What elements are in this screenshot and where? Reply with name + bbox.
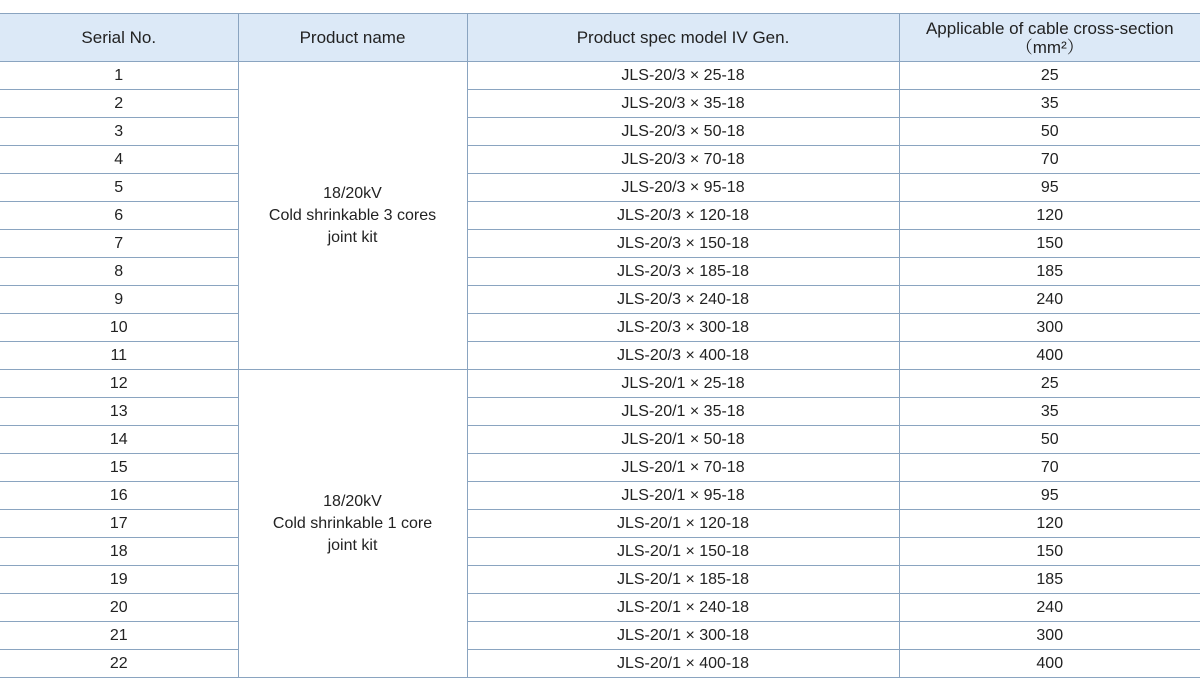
- spec-model-cell: JLS-20/3 × 25-18: [467, 62, 899, 90]
- serial-cell: 2: [0, 90, 238, 118]
- table-row: [0, 314, 1200, 342]
- serial-cell: 17: [0, 510, 238, 538]
- spec-model-cell: JLS-20/1 × 150-18: [467, 538, 899, 566]
- spec-model-cell: JLS-20/3 × 95-18: [467, 174, 899, 202]
- cross-section-cell: 50: [899, 426, 1200, 454]
- cross-section-cell: 35: [899, 398, 1200, 426]
- spec-model-cell: JLS-20/1 × 300-18: [467, 622, 899, 650]
- table-row: [0, 146, 1200, 174]
- header-serial: Serial No.: [0, 14, 238, 62]
- spec-model-cell: JLS-20/1 × 70-18: [467, 454, 899, 482]
- table-row: [0, 258, 1200, 286]
- serial-cell: 16: [0, 482, 238, 510]
- table-row: [0, 594, 1200, 622]
- spec-model-cell: JLS-20/3 × 300-18: [467, 314, 899, 342]
- serial-cell: 8: [0, 258, 238, 286]
- serial-cell: 7: [0, 230, 238, 258]
- table-row: [0, 482, 1200, 510]
- product-name-line: joint kit: [327, 228, 378, 246]
- spec-model-cell: JLS-20/1 × 120-18: [467, 510, 899, 538]
- table-row: [0, 398, 1200, 426]
- cross-section-cell: 25: [899, 370, 1200, 398]
- product-spec-table: [0, 13, 1200, 678]
- table-row: [0, 370, 1200, 398]
- serial-cell: 21: [0, 622, 238, 650]
- table-row: [0, 566, 1200, 594]
- spec-model-cell: JLS-20/1 × 25-18: [467, 370, 899, 398]
- header-cross-section-line1: Applicable of cable cross-section: [925, 18, 1174, 38]
- cross-section-cell: 150: [899, 230, 1200, 258]
- table-row: [0, 202, 1200, 230]
- cross-section-cell: 300: [899, 314, 1200, 342]
- cross-section-cell: 25: [899, 62, 1200, 90]
- serial-cell: 22: [0, 650, 238, 678]
- cross-section-cell: 400: [899, 342, 1200, 370]
- table-row: [0, 230, 1200, 258]
- serial-cell: 18: [0, 538, 238, 566]
- cross-section-cell: 185: [899, 566, 1200, 594]
- table-header-row: [0, 14, 1200, 62]
- serial-cell: 9: [0, 286, 238, 314]
- cross-section-cell: 300: [899, 622, 1200, 650]
- serial-cell: 5: [0, 174, 238, 202]
- spec-model-cell: JLS-20/3 × 185-18: [467, 258, 899, 286]
- serial-cell: 14: [0, 426, 238, 454]
- spec-model-cell: JLS-20/3 × 120-18: [467, 202, 899, 230]
- spec-model-cell: JLS-20/3 × 50-18: [467, 118, 899, 146]
- spec-model-cell: JLS-20/1 × 400-18: [467, 650, 899, 678]
- table-row: [0, 62, 1200, 90]
- serial-cell: 10: [0, 314, 238, 342]
- spec-model-cell: JLS-20/3 × 240-18: [467, 286, 899, 314]
- table-body: [0, 62, 1200, 678]
- cross-section-cell: 150: [899, 538, 1200, 566]
- serial-cell: 3: [0, 118, 238, 146]
- cross-section-cell: 240: [899, 594, 1200, 622]
- serial-cell: 4: [0, 146, 238, 174]
- serial-cell: 13: [0, 398, 238, 426]
- table-row: [0, 510, 1200, 538]
- spec-model-cell: JLS-20/1 × 95-18: [467, 482, 899, 510]
- spec-model-cell: JLS-20/1 × 240-18: [467, 594, 899, 622]
- product-name-cell: [238, 62, 467, 370]
- table-row: [0, 342, 1200, 370]
- serial-cell: 11: [0, 342, 238, 370]
- product-name-line: 18/20kV: [323, 184, 382, 202]
- spec-model-cell: JLS-20/1 × 50-18: [467, 426, 899, 454]
- table-row: [0, 426, 1200, 454]
- spec-model-cell: JLS-20/1 × 35-18: [467, 398, 899, 426]
- cross-section-cell: 95: [899, 482, 1200, 510]
- product-name-line: Cold shrinkable 1 core: [272, 514, 433, 532]
- cross-section-cell: 95: [899, 174, 1200, 202]
- table-row: [0, 454, 1200, 482]
- serial-cell: 20: [0, 594, 238, 622]
- table-row: [0, 174, 1200, 202]
- serial-cell: 19: [0, 566, 238, 594]
- product-name-line: Cold shrinkable 3 cores: [268, 206, 437, 224]
- spec-model-cell: JLS-20/1 × 185-18: [467, 566, 899, 594]
- serial-cell: 15: [0, 454, 238, 482]
- spec-model-cell: JLS-20/3 × 400-18: [467, 342, 899, 370]
- spec-model-cell: JLS-20/3 × 35-18: [467, 90, 899, 118]
- cross-section-cell: 120: [899, 510, 1200, 538]
- cross-section-cell: 400: [899, 650, 1200, 678]
- serial-cell: 12: [0, 370, 238, 398]
- spec-model-cell: JLS-20/3 × 150-18: [467, 230, 899, 258]
- spec-model-cell: JLS-20/3 × 70-18: [467, 146, 899, 174]
- product-name-line: joint kit: [327, 536, 378, 554]
- table-row: [0, 286, 1200, 314]
- serial-cell: 6: [0, 202, 238, 230]
- table-row: [0, 622, 1200, 650]
- table-row: [0, 90, 1200, 118]
- header-spec-model: Product spec model IV Gen.: [467, 14, 899, 62]
- product-name-cell: [238, 370, 467, 678]
- cross-section-cell: 70: [899, 454, 1200, 482]
- table-row: [0, 118, 1200, 146]
- cross-section-cell: 240: [899, 286, 1200, 314]
- cross-section-cell: 185: [899, 258, 1200, 286]
- product-name-line: 18/20kV: [323, 492, 382, 510]
- header-cross-section: [899, 14, 1200, 62]
- cross-section-cell: 35: [899, 90, 1200, 118]
- table-row: [0, 650, 1200, 678]
- header-product-name: Product name: [238, 14, 467, 62]
- table-row: [0, 538, 1200, 566]
- cross-section-cell: 120: [899, 202, 1200, 230]
- cross-section-cell: 50: [899, 118, 1200, 146]
- serial-cell: 1: [0, 62, 238, 90]
- cross-section-cell: 70: [899, 146, 1200, 174]
- header-cross-section-line2: （mm²）: [1015, 37, 1084, 57]
